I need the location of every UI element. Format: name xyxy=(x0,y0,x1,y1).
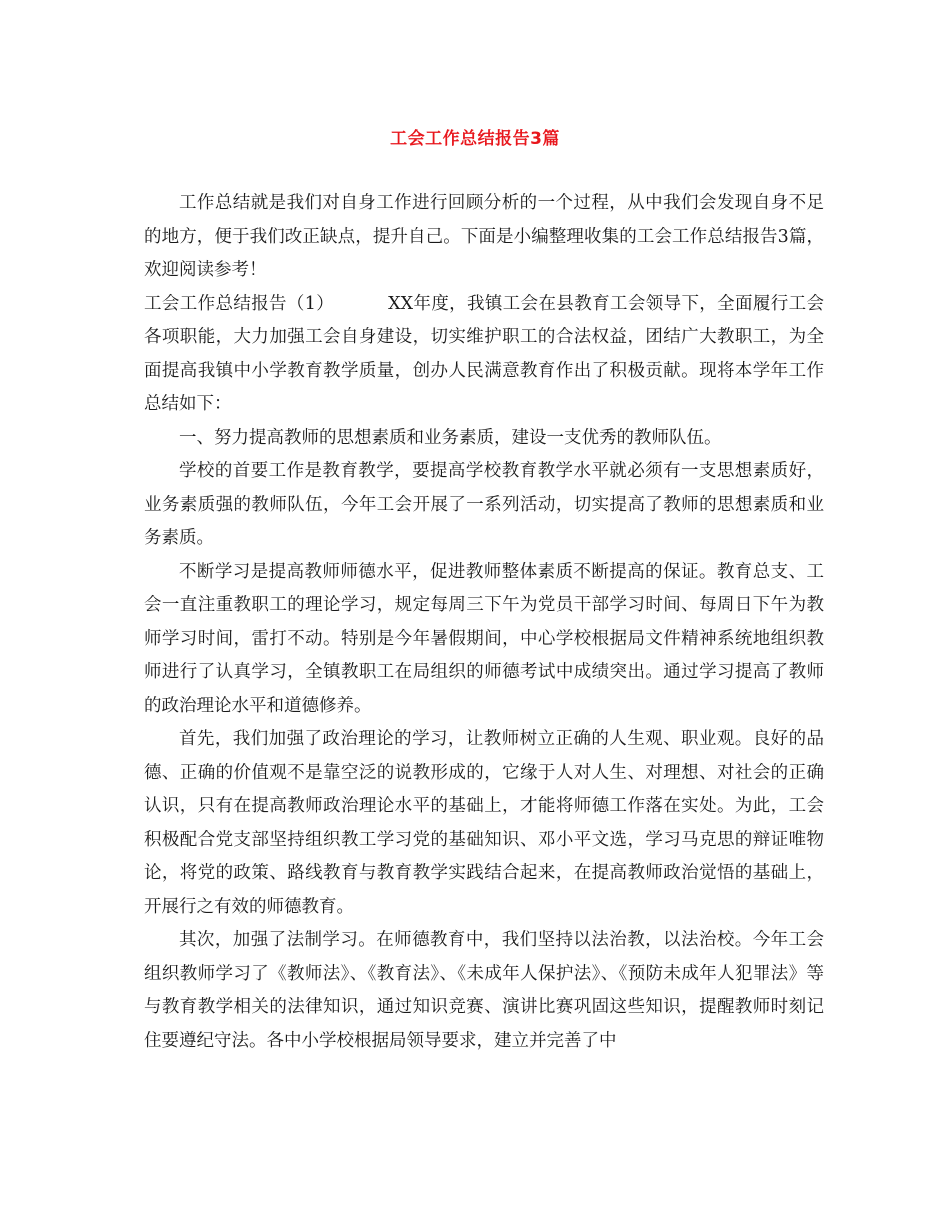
document-body xyxy=(144,187,824,1058)
section-heading: 一、努力提高教师的思想素质和业务素质，建设一支优秀的教师队伍。 xyxy=(179,427,722,448)
body-paragraph: 首先，我们加强了政治理论的学习，让教师树立正确的人生观、职业观。良好的品德、正确的价值观不是靠空泛的说教形成的，它缘于人对人生、对理想、对社会的正确认识，只有在提高教师政治理论水平的基础上，才能将师德工作落在实处。为此，工会积极配合党支部坚持组织教工学习党的基础知识、邓小平文选，学习马克思的辩证唯物论，将党的政策、路线教育与教育教学实践结合起来，在提高教师政治觉悟的基础上，开展行之有效的师德教育。 xyxy=(144,729,824,917)
body-paragraph: 不断学习是提高教师师德水平，促进教师整体素质不断提高的保证。教育总支、工会一直注重教职工的理论学习，规定每周三下午为党员干部学习时间、每周日下午为教师学习时间，雷打不动。特别是今年暑假期间，中心学校根据局文件精神系统地组织教师进行了认真学习，全镇教职工在局组织的师德考试中成绩突出。通过学习提高了教师的政治理论水平和道德修养。 xyxy=(144,561,824,716)
body-paragraph: 其次，加强了法制学习。在师德教育中，我们坚持以法治教，以法治校。今年工会组织教师学习了《教师法》、《教育法》、《未成年人保护法》、《预防未成年人犯罪法》等与教育教学相关的法律知识，通过知识竞赛、演讲比赛巩固这些知识，提醒教师时刻记住要遵纪守法。各中小学校根据局领导要求，建立并完善了中 xyxy=(144,930,824,1051)
document-title: 工会工作总结报告3篇 xyxy=(390,129,560,149)
intro-paragraph: 工作总结就是我们对自身工作进行回顾分析的一个过程，从中我们会发现自身不足的地方，便于我们改正缺点，提升自己。下面是小编整理收集的工会工作总结报告3篇，欢迎阅读参考！ xyxy=(144,193,824,280)
report-opening-text: XX年度，我镇工会在县教育工会领导下，全面履行工会各项职能，大力加强工会自身建设，切实维护职工的合法权益，团结广大教职工，为全面提高我镇中小学教育教学质量，创办人民满意教育作出了积极贡献。现将本学年工作总结如下： xyxy=(144,293,825,414)
report-opening-paragraph xyxy=(144,288,824,422)
report-label: 工会工作总结报告（1） xyxy=(144,293,335,314)
body-paragraph: 学校的首要工作是教育教学，要提高学校教育教学水平就必须有一支思想素质好，业务素质强的教师队伍，今年工会开展了一系列活动，切实提高了教师的思想素质和业务素质。 xyxy=(144,461,824,548)
